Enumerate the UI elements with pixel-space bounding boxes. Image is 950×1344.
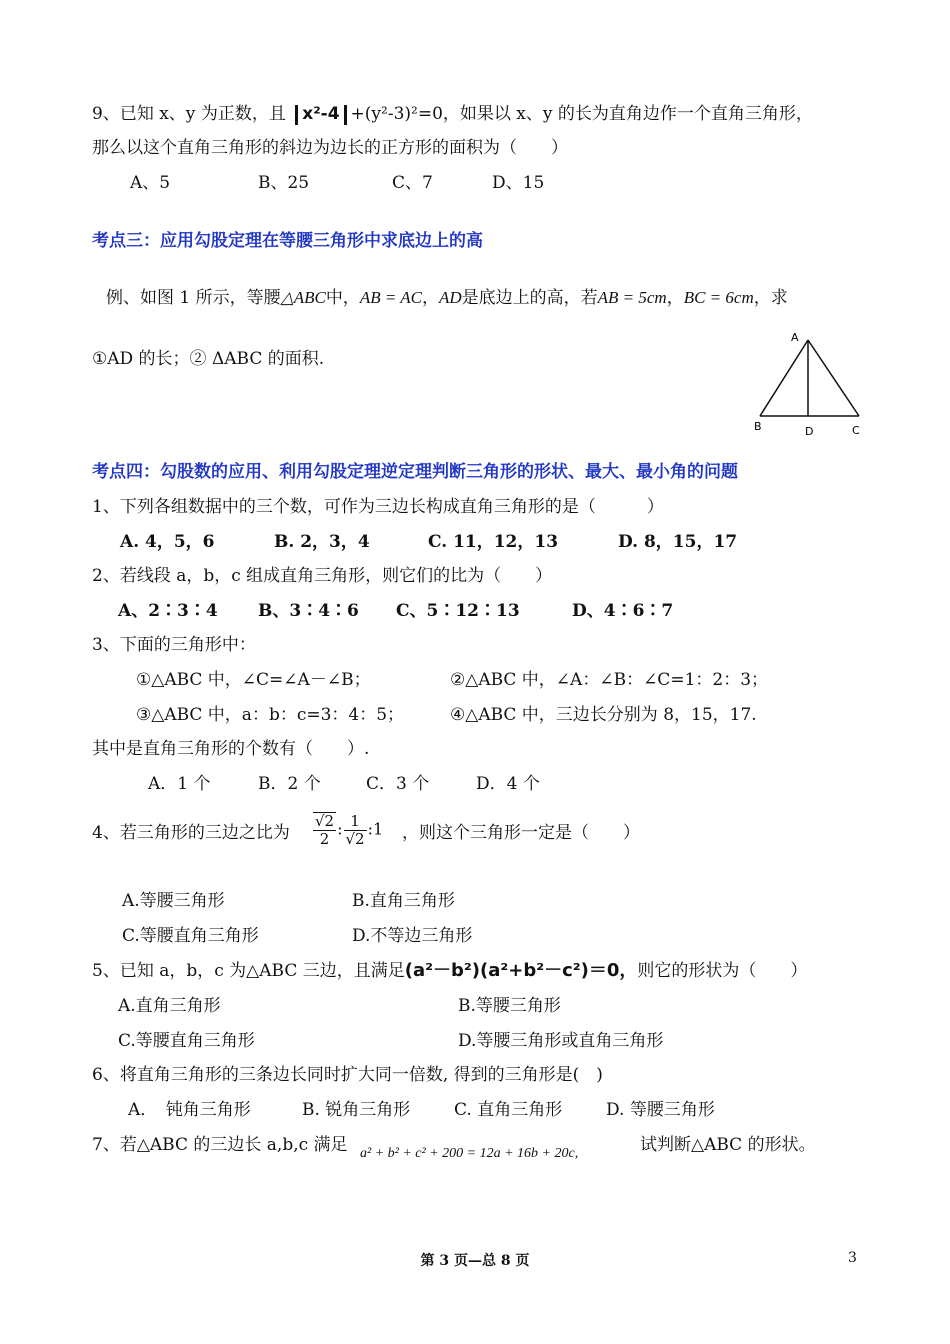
example-text-f: ，求 xyxy=(753,288,788,308)
q3-item-2: ②△ABC 中，∠A：∠B：∠C=1：2：3； xyxy=(450,670,769,690)
example-text-c: ， xyxy=(421,288,439,308)
q7-expression: a² + b² + c² + 200 = 12a + 16b + 20c, xyxy=(360,1146,579,1161)
q1-option-c: C. 11，12，13 xyxy=(428,532,559,552)
q2-option-b: B、3∶4∶6 xyxy=(258,601,359,621)
q4-option-c: C.等腰直角三角形 xyxy=(122,926,259,946)
q9-option-d: D、15 xyxy=(492,173,545,193)
label-c: C xyxy=(852,424,860,437)
q4-tail: :1 xyxy=(367,819,384,839)
q1-option-d: D. 8，15，17 xyxy=(618,532,738,552)
q6-stem: 6、将直角三角形的三条边长同时扩大同一倍数, 得到的三角形是( ) xyxy=(92,1065,603,1085)
q2-option-a: A、2∶3∶4 xyxy=(118,601,218,621)
side-ab xyxy=(760,340,808,416)
abs-bar-right xyxy=(344,105,347,125)
q2-option-c: C、5∶12∶13 xyxy=(396,601,520,621)
example-ab-ac: AB = AC xyxy=(359,288,422,307)
q1-option-a: A. 4，5，6 xyxy=(120,532,215,552)
q9-line1 xyxy=(92,103,813,125)
q4-ratio xyxy=(312,812,383,848)
q4-option-a: A.等腰三角形 xyxy=(122,891,225,911)
q3-option-c: C．3 个 xyxy=(366,774,430,794)
frac1-numerator: √2 xyxy=(315,812,335,830)
q6-option-c: C. 直角三角形 xyxy=(454,1100,563,1120)
q3-ask: 其中是直角三角形的个数有（ ）. xyxy=(92,739,370,759)
q3-item-3: ③△ABC 中，a：b：c=3：4：5； xyxy=(136,705,405,725)
q4-stem-b: ，则这个三角形一定是（ ） xyxy=(402,823,640,843)
q5-stem-b: 则它的形状为（ ） xyxy=(637,961,808,981)
example-text-e: ， xyxy=(666,288,684,308)
q5-option-b: B.等腰三角形 xyxy=(458,996,561,1016)
frac1-denominator: 2 xyxy=(319,830,330,848)
example-text-d: 是底边上的高，若 xyxy=(461,288,598,308)
example-ad: AD xyxy=(438,288,462,307)
example-triangle: △ABC xyxy=(280,288,326,307)
q4-sep: : xyxy=(337,819,343,839)
label-d: D xyxy=(805,425,814,438)
q9-option-c: C、7 xyxy=(392,173,433,193)
q9-option-b: B、25 xyxy=(258,173,310,193)
q5-expression: (a²－b²)(a²+b²－c²)＝0， xyxy=(404,960,638,981)
q6-option-a: A． 钝角三角形 xyxy=(128,1100,251,1120)
q3-option-b: B．2 个 xyxy=(258,774,321,794)
section3-example-line2: ①AD 的长；② ΔABC 的面积. xyxy=(92,349,325,369)
q3-item-4: ④△ABC 中，三边长分别为 8，15，17. xyxy=(450,705,757,725)
side-ac xyxy=(808,340,859,416)
q5-stem-a: 5、已知 a，b，c 为△ABC 三边，且满足 xyxy=(92,961,405,981)
triangle-figure xyxy=(745,328,870,440)
q6-option-d: D. 等腰三角形 xyxy=(606,1100,715,1120)
q4-fraction-1 xyxy=(313,812,336,848)
q4-stem xyxy=(92,822,290,844)
example-ab-length: AB = 5cm xyxy=(597,288,667,307)
q5-stem xyxy=(92,960,807,982)
q9-option-a: A、5 xyxy=(130,173,171,193)
q9-line2: 那么以这个直角三角形的斜边为边长的正方形的面积为（ ） xyxy=(92,138,568,158)
q3-option-a: A．1 个 xyxy=(148,774,211,794)
q1-option-b: B. 2，3，4 xyxy=(274,532,370,552)
q6-option-b: B. 锐角三角形 xyxy=(302,1100,411,1120)
footer-page-label: 第 3 页—总 8 页 xyxy=(420,1253,530,1269)
section3-example xyxy=(106,287,788,309)
q9-abs-expr: x²-4 xyxy=(302,104,340,124)
q7-stem-b: 试判断△ABC 的形状。 xyxy=(640,1135,816,1155)
q3-stem: 3、下面的三角形中： xyxy=(92,635,256,655)
frac2-denominator: √2 xyxy=(345,829,365,848)
q5-option-c: C.等腰直角三角形 xyxy=(118,1031,255,1051)
label-b: B xyxy=(754,420,762,433)
example-text-a: 例、如图 1 所示，等腰 xyxy=(106,288,281,308)
example-text-b: 中， xyxy=(325,288,360,308)
q7-stem-a: 7、若△ABC 的三边长 a,b,c 满足 xyxy=(92,1135,348,1155)
q2-option-d: D、4∶6∶7 xyxy=(572,601,674,621)
q5-option-a: A.直角三角形 xyxy=(118,996,221,1016)
q5-option-d: D.等腰三角形或直角三角形 xyxy=(458,1031,664,1051)
frac2-numerator: 1 xyxy=(344,813,367,831)
section4-title: 考点四：勾股数的应用、利用勾股定理逆定理判断三角形的形状、最大、最小角的问题 xyxy=(92,462,738,482)
footer-page-number: 3 xyxy=(848,1250,857,1266)
q3-option-d: D．4 个 xyxy=(476,774,540,794)
q2-stem: 2、若线段 a，b，c 组成直角三角形，则它们的比为（ ） xyxy=(92,566,553,586)
q3-item-1: ①△ABC 中，∠C=∠A－∠B； xyxy=(136,670,371,690)
example-bc-length: BC = 6cm xyxy=(683,288,754,307)
q9-prefix: 9、已知 x、y 为正数，且 xyxy=(92,104,286,124)
label-a: A xyxy=(791,331,799,344)
q4-fraction-2 xyxy=(344,813,367,848)
q1-stem: 1、下列各组数据中的三个数，可作为三边长构成直角三角形的是（ ） xyxy=(92,497,664,517)
q4-stem-a: 4、若三角形的三边之比为 xyxy=(92,823,290,843)
q9-mid: +(y²-3)²=0，如果以 x、y 的长为直角边作一个直角三角形， xyxy=(350,104,813,124)
abs-bar-left xyxy=(295,105,298,125)
q4-option-b: B.直角三角形 xyxy=(352,891,455,911)
section3-title: 考点三：应用勾股定理在等腰三角形中求底边上的高 xyxy=(92,231,483,251)
q4-option-d: D.不等边三角形 xyxy=(352,926,473,946)
